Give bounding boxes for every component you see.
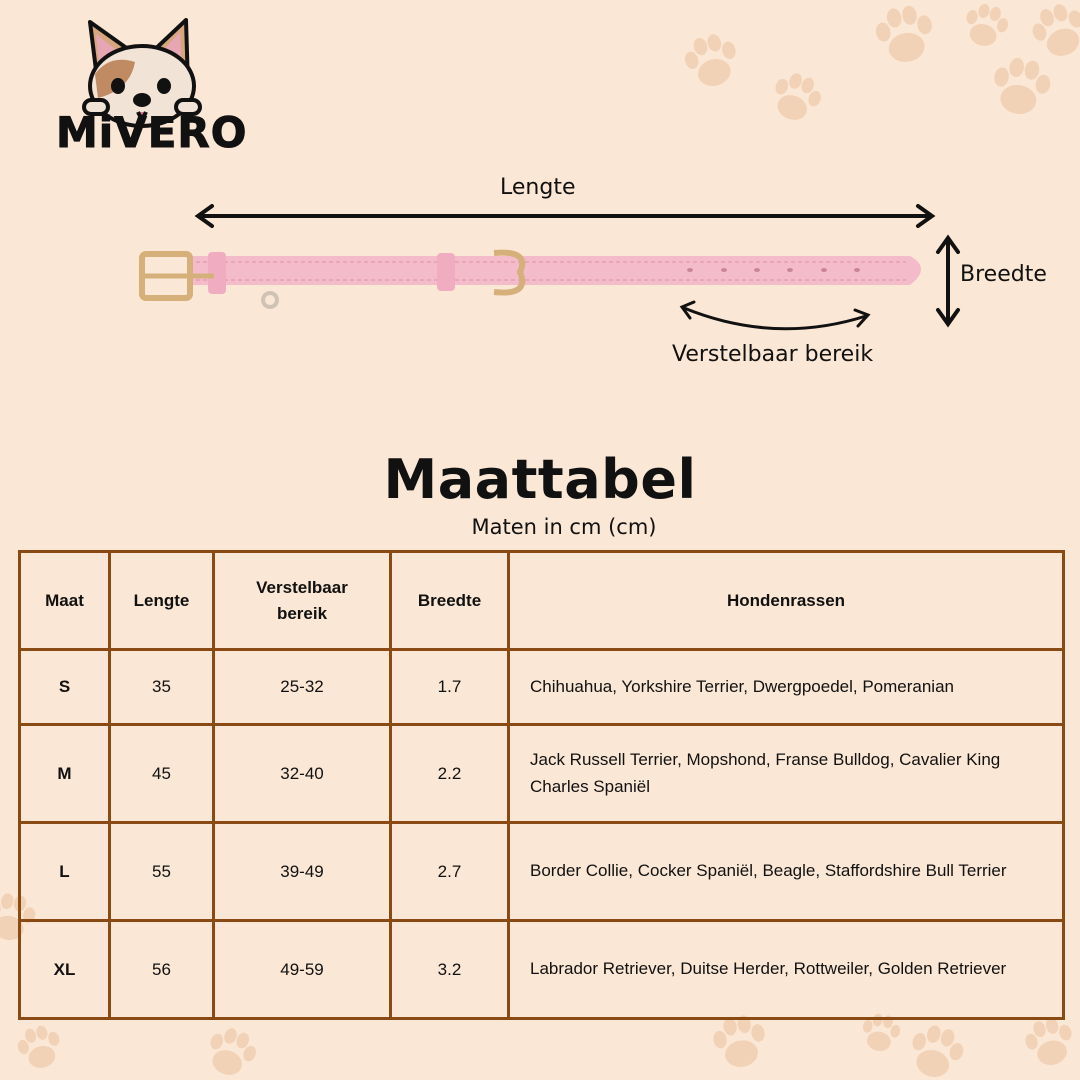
length-arrow (198, 206, 932, 226)
table-row (20, 650, 1064, 725)
cell-size: M (20, 725, 110, 823)
cell-length: 55 (110, 823, 214, 921)
cell-width: 3.2 (391, 921, 509, 1019)
cell-range: 39-49 (214, 823, 391, 921)
cell-size: L (20, 823, 110, 921)
cell-range: 32-40 (214, 725, 391, 823)
column-header-length: Lengte (110, 552, 214, 650)
table-header-row (20, 552, 1064, 650)
range-arrow (682, 302, 868, 329)
width-label: Breedte (960, 262, 1047, 287)
cell-width: 2.2 (391, 725, 509, 823)
page-subtitle: Maten in cm (cm) (471, 515, 657, 539)
cell-breeds: Labrador Retriever, Duitse Herder, Rottweiler, Golden Retriever (509, 921, 1064, 1019)
cell-length: 35 (110, 650, 214, 725)
cell-size: XL (20, 921, 110, 1019)
table-row (20, 921, 1064, 1019)
adjustable-range-label: Verstelbaar bereik (672, 342, 874, 367)
column-header-dog-breeds: Hondenrassen (509, 552, 1064, 650)
cell-size: S (20, 650, 110, 725)
table-row (20, 725, 1064, 823)
column-header-adjustable-range: Verstelbaar bereik (214, 552, 391, 650)
cell-breeds: Border Collie, Cocker Spaniël, Beagle, Staffordshire Bull Terrier (509, 823, 1064, 921)
cell-breeds: Jack Russell Terrier, Mopshond, Franse Bulldog, Cavalier King Charles Spaniël (509, 725, 1064, 823)
cell-breeds: Chihuahua, Yorkshire Terrier, Dwergpoedel, Pomeranian (509, 650, 1064, 725)
cell-length: 56 (110, 921, 214, 1019)
length-label: Lengte (500, 175, 576, 200)
brand-logo-text: MiVERO (56, 108, 248, 157)
collar-strap (190, 252, 921, 294)
cell-length: 45 (110, 725, 214, 823)
table-row (20, 823, 1064, 921)
cell-width: 1.7 (391, 650, 509, 725)
column-header-size: Maat (20, 552, 110, 650)
width-arrow (938, 238, 958, 324)
cell-width: 2.7 (391, 823, 509, 921)
cell-range: 49-59 (214, 921, 391, 1019)
page-title: Maattabel (383, 448, 697, 511)
cell-range: 25-32 (214, 650, 391, 725)
size-table (18, 550, 1065, 1020)
column-header-width: Breedte (391, 552, 509, 650)
collar-diagram (0, 0, 1080, 420)
